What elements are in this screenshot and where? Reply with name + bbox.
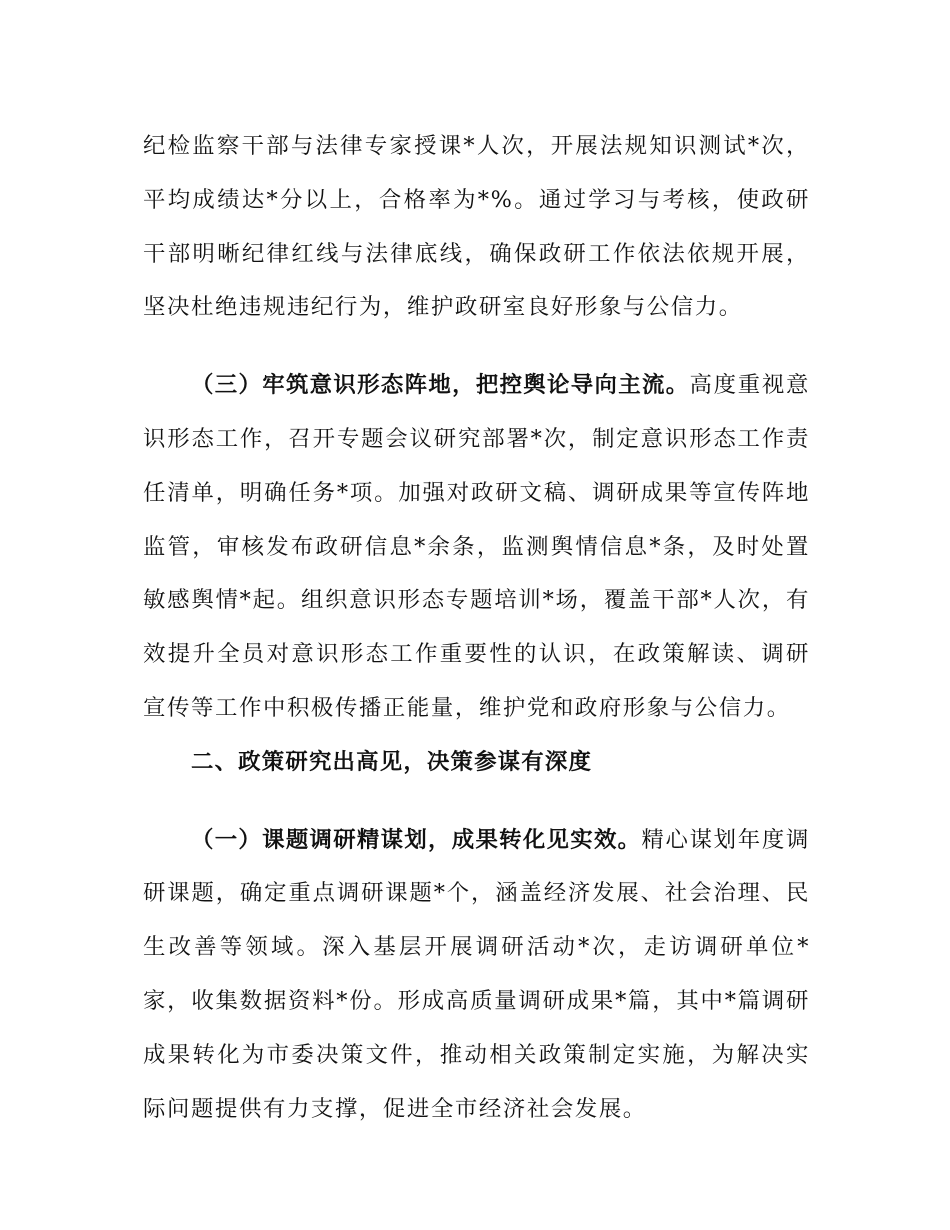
paragraph-research [143,814,810,1137]
document-page [143,120,810,1136]
paragraph-ideology [143,359,810,736]
paragraph-continuation: 纪检监察干部与法律专家授课*人次，开展法规知识测试*次，平均成绩达*分以上，合格率为*%。通过学习与考核，使政研干部明晰纪律红线与法律底线，确保政研工作依法依规开展，坚决杜绝违规违纪行为，维护政研室良好形象与公信力。 [143,133,810,321]
section-heading: 二、政策研究出高见，决策参谋有深度 [191,748,593,775]
paragraph-lead-ideology: （三）牢筑意识形态阵地，把控舆论导向主流。 [191,372,690,399]
paragraph-body-ideology: 高度重视意识形态工作，召开专题会议研究部署*次，制定意识形态工作责任清单，明确任务*项。加强对政研文稿、调研成果等宣传阵地监管，审核发布政研信息*余条，监测舆情信息*条，及时处置敏感舆情*起。组织意识形态专题培训*场，覆盖干部*人次，有效提升全员对意识形态工作重要性的认识，在政策解读、调研宣传等工作中积极传播正能量，维护党和政府形象与公信力。 [143,372,811,721]
paragraph-lead-research: （一）课题调研精谋划，成果转化见实效。 [191,826,642,853]
paragraph-body-research: 精心谋划年度调研课题，确定重点调研课题*个，涵盖经济发展、社会治理、民生改善等领域。深入基层开展调研活动*次，走访调研单位*家，收集数据资料*份。形成高质量调研成果*篇，其中*篇调研成果转化为市委决策文件，推动相关政策制定实施，为解决实际问题提供有力支撑，促进全市经济社会发展。 [143,826,810,1122]
